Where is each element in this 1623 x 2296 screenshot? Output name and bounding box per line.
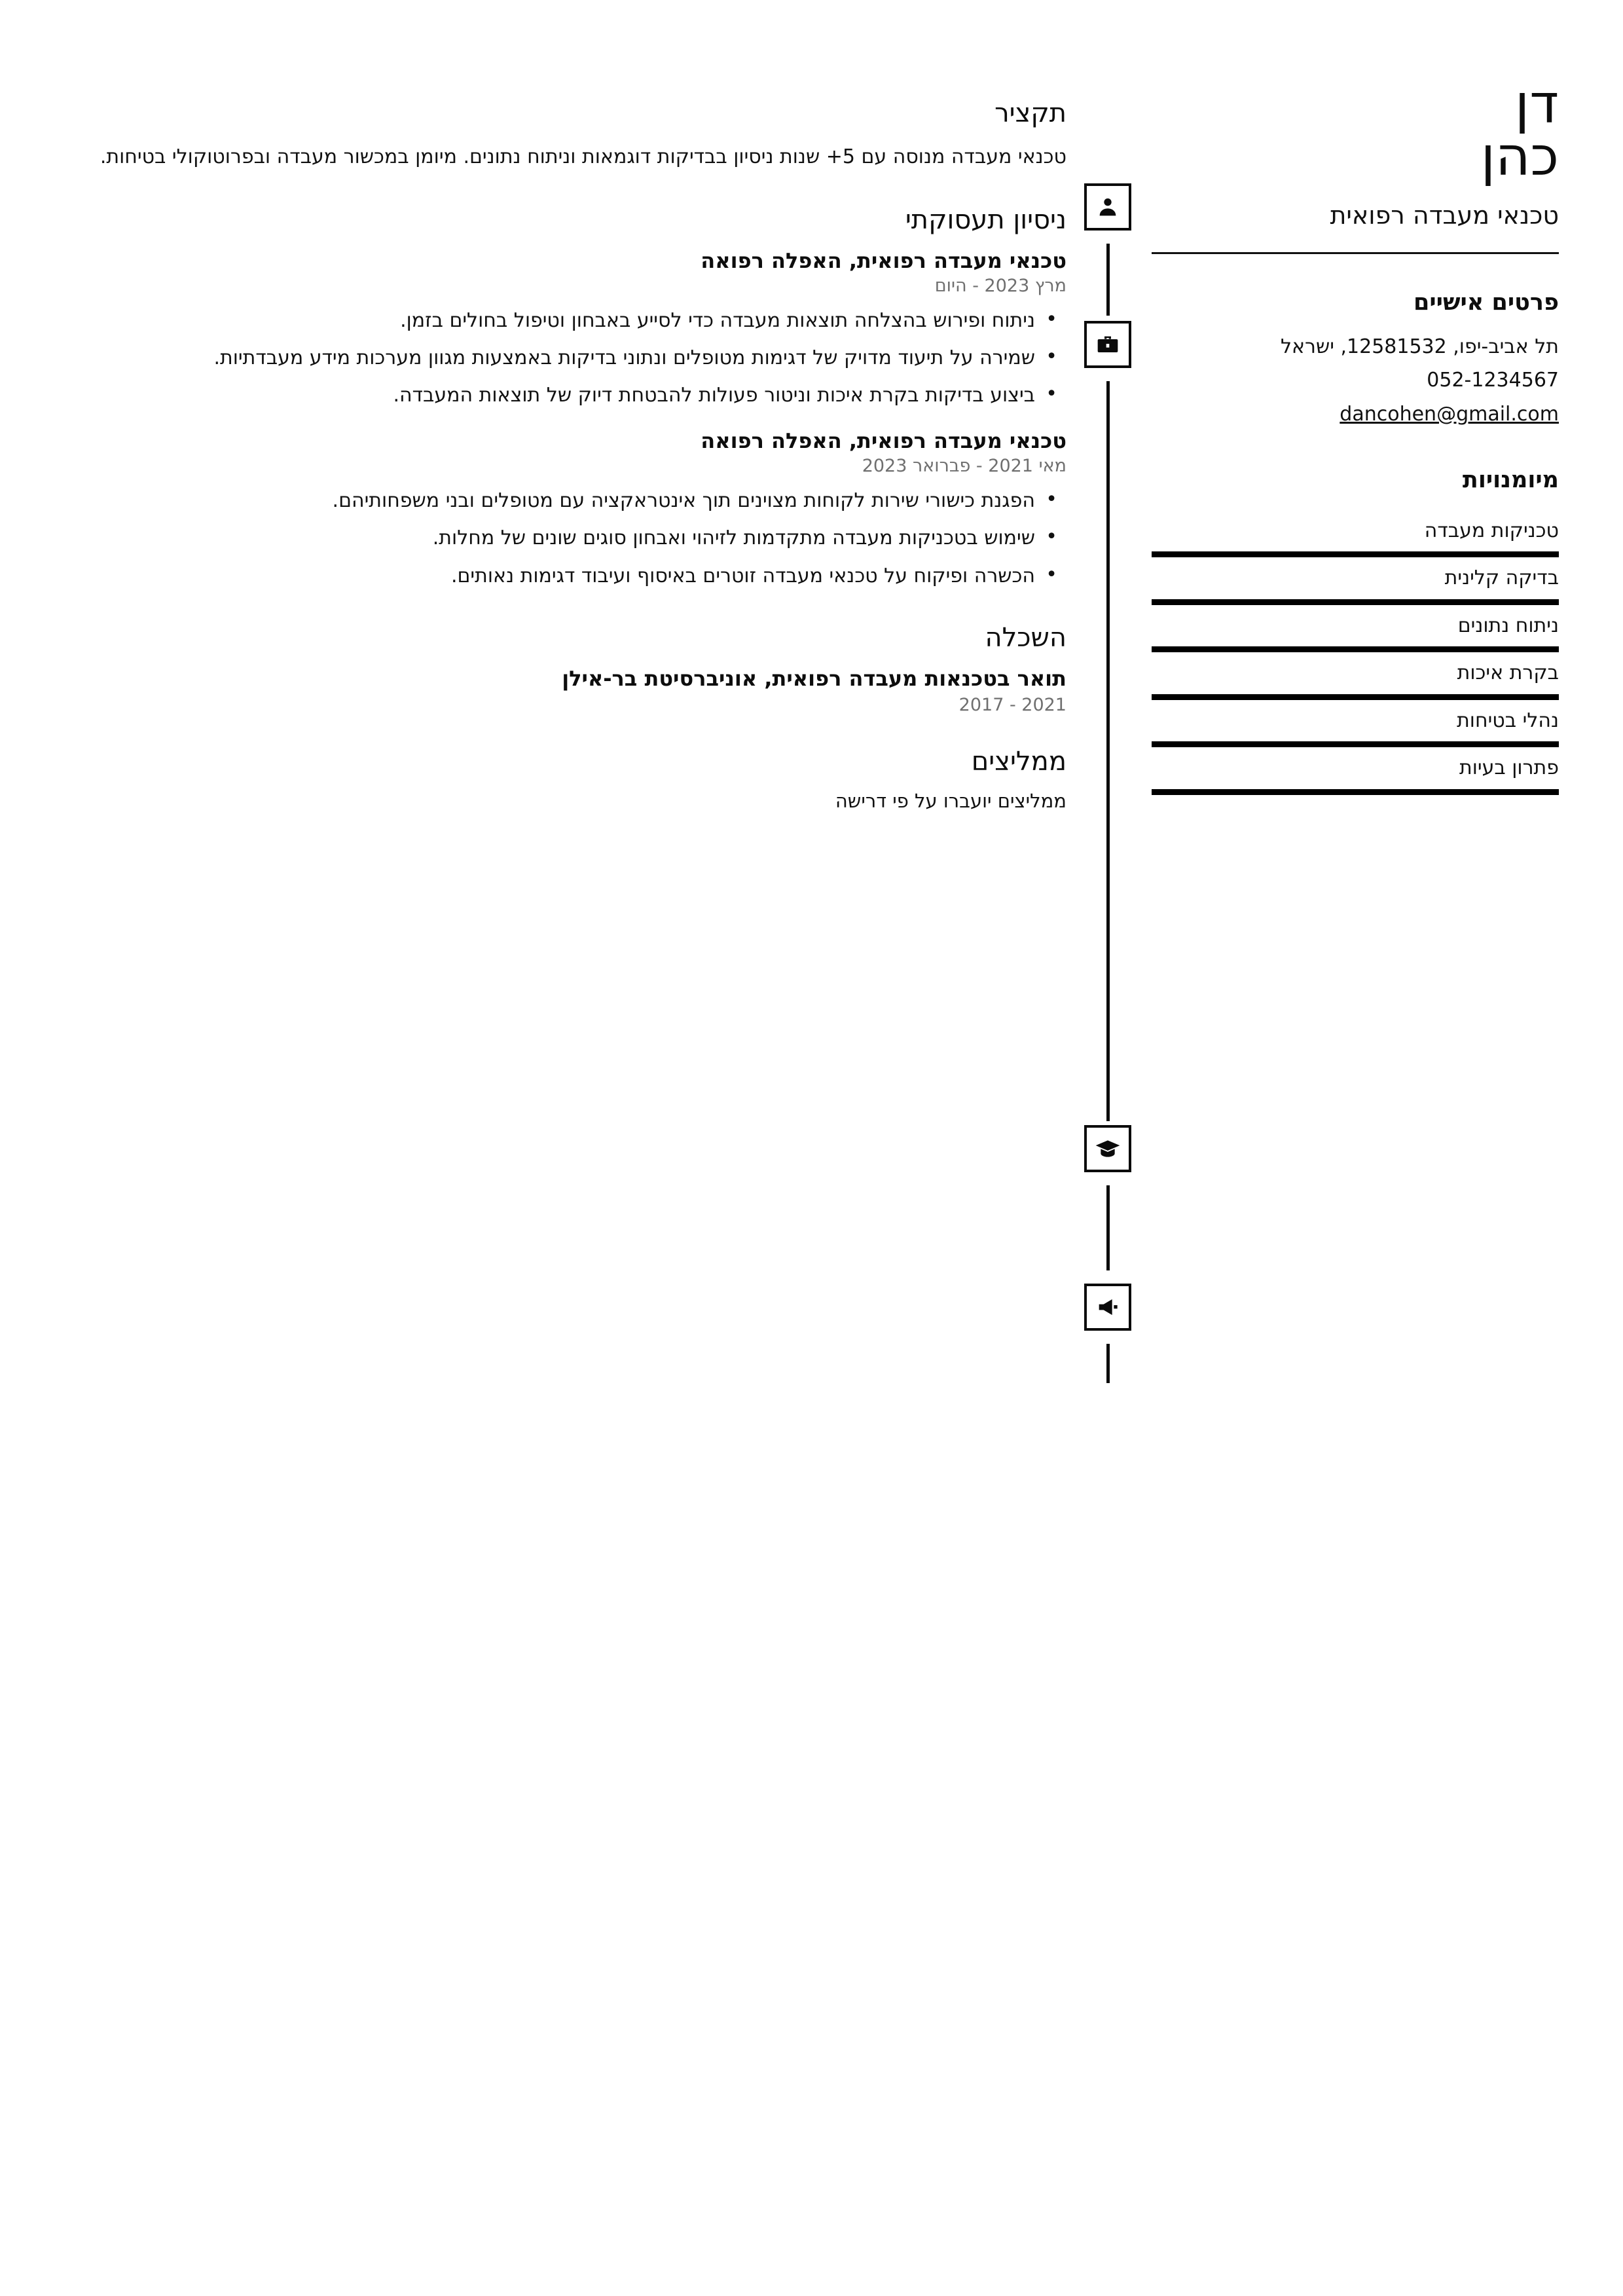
experience-item — [59, 428, 1067, 591]
skill-label: בדיקה קלינית — [1444, 566, 1559, 589]
contact-phone[interactable]: 052-1234567 — [1427, 369, 1559, 392]
skill-label: בקרת איכות — [1457, 661, 1559, 684]
experience-dates: מאי 2021 - פברואר 2023 — [862, 455, 1067, 476]
sidebar — [1152, 73, 1571, 795]
name-block — [1152, 73, 1559, 189]
timeline-line-2 — [1106, 381, 1110, 1121]
skills-list — [1152, 510, 1559, 795]
skill-item — [1152, 557, 1559, 605]
section-education — [59, 623, 1067, 715]
skill-bar — [1152, 741, 1559, 747]
contact-heading: פרטים אישיים — [1413, 289, 1559, 316]
skill-label: טכניקות מעבדה — [1424, 519, 1559, 542]
skill-label: ניתוח נתונים — [1457, 614, 1559, 637]
section-references — [59, 747, 1067, 812]
skill-item — [1152, 700, 1559, 748]
contact-email[interactable]: dancohen@gmail.com — [1340, 402, 1559, 426]
experience-heading: טכנאי מעבדה רפואית, האפלה רפואה — [701, 428, 1067, 453]
contact-email-row — [1152, 398, 1559, 432]
experience-item — [59, 248, 1067, 411]
experience-heading: טכנאי מעבדה רפואית, האפלה רפואה — [701, 248, 1067, 273]
person-icon — [1084, 183, 1131, 231]
bullet-item: • שימוש בטכניקות מעבדה מתקדמות לזיהוי ואבחון סוגים שונים של מחלות. — [59, 523, 1035, 553]
briefcase-icon — [1084, 321, 1131, 368]
summary-title: תקציר — [994, 98, 1067, 128]
bullet-item: • הכשרה ופיקוח על טכנאי מעבדה זוטרים באיסוף ועיבוד דגימות נאותים. — [59, 561, 1035, 591]
experience-dates: מרץ 2023 - היום — [934, 275, 1067, 296]
skill-item — [1152, 652, 1559, 700]
skill-bar — [1152, 694, 1559, 700]
timeline-line-1 — [1106, 244, 1110, 316]
header-divider — [1152, 252, 1559, 254]
education-title: השכלה — [985, 622, 1067, 653]
references-title: ממליצים — [971, 746, 1067, 777]
headline-job-title: טכנאי מעבדה רפואית — [1330, 200, 1559, 230]
skill-item — [1152, 747, 1559, 795]
section-experience — [59, 205, 1067, 591]
resume-layout — [0, 0, 1623, 829]
education-heading: תואר בטכנאות מעבדה רפואית, אוניברסיטת בר-אילן — [562, 665, 1067, 691]
section-summary — [59, 98, 1067, 174]
skill-item — [1152, 510, 1559, 558]
references-text: ממליצים יועברו על פי דרישה — [835, 789, 1067, 812]
main-content — [52, 79, 1067, 829]
skills-heading: מיומנויות — [1462, 466, 1559, 493]
contact-address: תל אביב-יפו, 12581532, ישראל — [1280, 335, 1559, 358]
skill-bar — [1152, 646, 1559, 652]
education-dates: 2017 - 2021 — [958, 694, 1067, 715]
bullet-item: • ניתוח ופירוש בהצלחה תוצאות מעבדה כדי לסייע באבחון וטיפול בחולים בזמן. — [59, 305, 1035, 336]
skill-bar — [1152, 599, 1559, 605]
bullet-item: • שמירה על תיעוד מדויק של דגימות מטופלים ונתוני בדיקות באמצעות מגוון מערכות מידע מעבדתיות. — [59, 343, 1035, 373]
experience-title: ניסיון תעסוקתי — [905, 204, 1067, 235]
timeline-line-3 — [1106, 1185, 1110, 1270]
first-name: דן — [1514, 73, 1559, 136]
last-name: כהן — [1480, 126, 1559, 189]
skill-item — [1152, 605, 1559, 653]
bullet-item: • ביצוע בדיקות בקרת איכות וניטור פעולות להבטחת דיוק של תוצאות המעבדה. — [59, 380, 1035, 411]
graduation-cap-icon — [1084, 1125, 1131, 1172]
timeline-line-4 — [1106, 1344, 1110, 1383]
skill-bar — [1152, 551, 1559, 557]
experience-bullets — [59, 305, 1067, 411]
bullet-item: • הפגנת כישורי שירות לקוחות מצוינים תוך אינטראקציה עם מטופלים ובני משפחותיהם. — [59, 485, 1035, 516]
summary-text: טכנאי מעבדה מנוסה עם 5+ שנות ניסיון בבדיקות דוגמאות וניתוח נתונים. מיומן במכשור מעבדה ובפרוטוקולי בטיחות. — [100, 145, 1067, 168]
skill-label: פתרון בעיות — [1459, 756, 1559, 779]
contact-list — [1152, 330, 1559, 432]
skill-bar — [1152, 789, 1559, 795]
skill-label: נהלי בטיחות — [1457, 709, 1559, 732]
megaphone-icon — [1084, 1284, 1131, 1331]
contact-phone-row — [1152, 363, 1559, 398]
experience-bullets — [59, 485, 1067, 591]
